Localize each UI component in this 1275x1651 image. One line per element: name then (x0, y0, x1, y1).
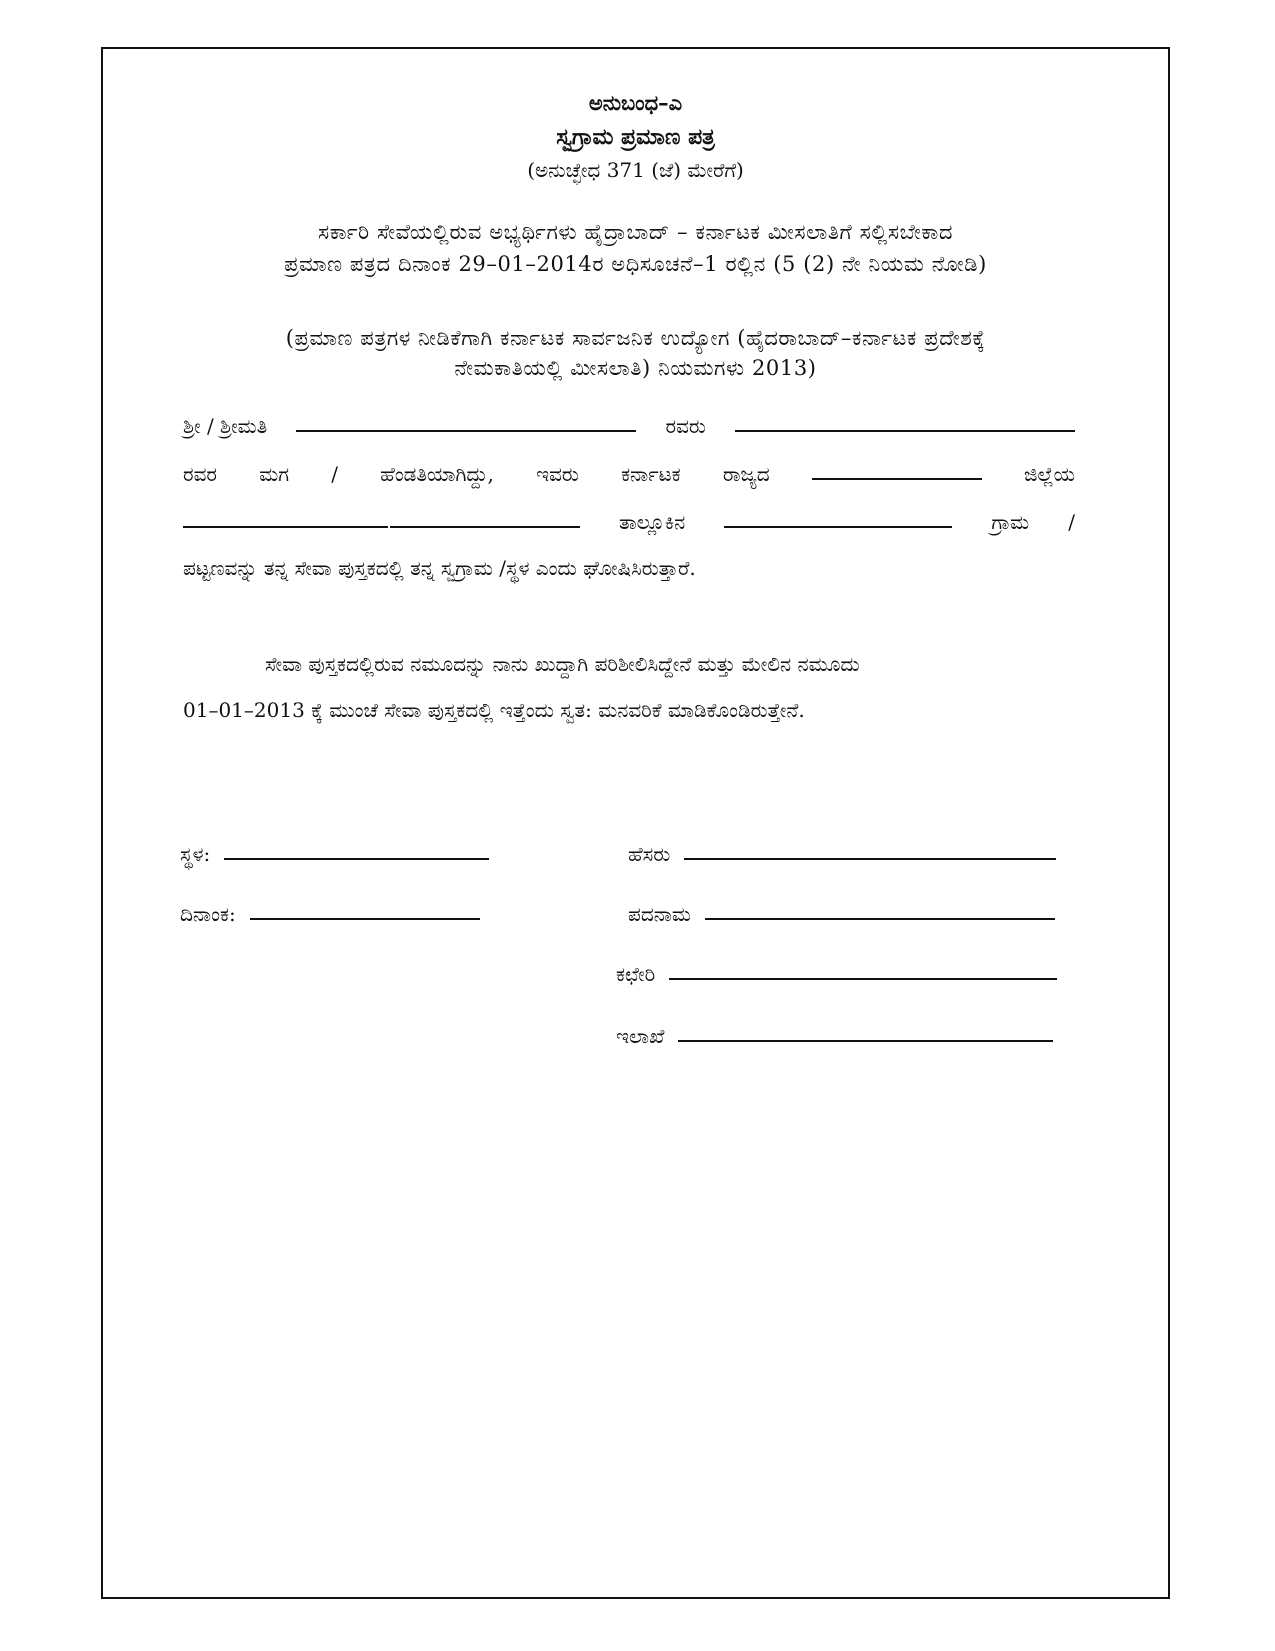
place-blank[interactable] (224, 858, 489, 860)
rules-line-2: ನೇಮಕಾತಿಯಲ್ಲಿ ಮೀಸಲಾತಿ) ನಿಯಮಗಳು 2013) (454, 356, 817, 380)
district-label: ಜಿಲ್ಲೆಯ (1024, 462, 1075, 486)
shri-shrimati-label: ಶ್ರೀ / ಶ್ರೀಮತಿ (183, 414, 268, 438)
taluk-blank-1[interactable] (183, 526, 388, 528)
department-blank[interactable] (678, 1040, 1053, 1042)
department-field (616, 1024, 1053, 1048)
taluk-blank-2[interactable] (390, 526, 580, 528)
name-label: ಹೆಸರು (628, 842, 671, 866)
place-label: ಸ್ಥಳ: (180, 842, 211, 866)
article-reference: (ಅನುಚ್ಛೇಧ 371 (ಜೆ) ಮೇರೆಗೆ) (527, 158, 744, 182)
office-field (616, 962, 1057, 986)
karnataka-label: ಕರ್ನಾಟಕ (621, 462, 681, 486)
separator: / (331, 462, 338, 486)
place-field (180, 842, 489, 866)
declaration-end: ಪಟ್ಟಣವನ್ನು ತನ್ನ ಸೇವಾ ಪುಸ್ತಕದಲ್ಲಿ ತನ್ನ ಸ್ವಗ್ರಾಮ /ಸ್ಥಳ ಎಂದು ಘೋಷಿಸಿರುತ್ತಾರೆ. (183, 556, 696, 580)
ivaru-label: ಇವರು (536, 462, 579, 486)
separator-2: / (1068, 510, 1075, 534)
date-label: ದಿನಾಂಕ: (180, 902, 236, 926)
wife-label: ಹೆಂಡತಿಯಾಗಿದ್ದು, (380, 462, 494, 486)
form-line-relation (183, 462, 1075, 486)
date-field (180, 902, 480, 926)
page-border (101, 47, 1170, 1599)
village-blank[interactable] (724, 526, 952, 528)
certification-line-1: ಸೇವಾ ಪುಸ್ತಕದಲ್ಲಿರುವ ನಮೂದನ್ನು ನಾನು ಖುದ್ದಾಗಿ ಪರಿಶೀಲಿಸಿದ್ದೇನೆ ಮತ್ತು ಮೇಲಿನ ನಮೂದು (265, 652, 860, 676)
annexure-label: ಅನುಬಂಧ–ಎ (588, 90, 683, 115)
date-blank[interactable] (250, 918, 480, 920)
intro-line-2: ಪ್ರಮಾಣ ಪತ್ರದ ದಿನಾಂಕ 29–01–2014ರ ಅಧಿಸೂಚನೆ–1 ರಲ್ಲಿನ (5 (2) ನೇ ನಿಯಮ ನೋಡಿ) (284, 252, 987, 276)
form-line-name (183, 414, 1075, 438)
taluk-label: ತಾಲ್ಲೂಕಿನ (619, 510, 686, 534)
village-label: ಗ್ರಾಮ (991, 510, 1030, 534)
district-blank[interactable] (812, 478, 982, 480)
parent-name-blank[interactable] (735, 430, 1075, 432)
person-name-blank[interactable] (296, 430, 636, 432)
designation-field (628, 902, 1055, 926)
name-field (628, 842, 1056, 866)
department-label: ಇಲಾಖೆ (616, 1024, 665, 1048)
ravaru-label: ರವರು (665, 414, 706, 438)
office-label: ಕಛೇರಿ (616, 962, 656, 986)
state-label: ರಾಜ್ಯದ (722, 462, 770, 486)
rules-line-1: (ಪ್ರಮಾಣ ಪತ್ರಗಳ ನೀಡಿಕೆಗಾಗಿ ಕರ್ನಾಟಕ ಸಾರ್ವಜನಿಕ ಉದ್ಯೋಗ (ಹೈದರಾಬಾದ್–ಕರ್ನಾಟಕ ಪ್ರದೇಶಕ್ಕೆ (285, 326, 986, 350)
designation-label: ಪದನಾಮ (628, 902, 691, 926)
ravara-label: ರವರ (183, 462, 217, 486)
name-blank[interactable] (684, 858, 1056, 860)
son-label: ಮಗ (259, 462, 290, 486)
certification-line-2: 01–01–2013 ಕ್ಕೆ ಮುಂಚೆ ಸೇವಾ ಪುಸ್ತಕದಲ್ಲಿ ಇತ್ತೆಂದು ಸ್ವತ: ಮನವರಿಕೆ ಮಾಡಿಕೊಂಡಿರುತ್ತೇನೆ. (183, 698, 805, 722)
intro-line-1: ಸರ್ಕಾರಿ ಸೇವೆಯಲ್ಲಿರುವ ಅಭ್ಯರ್ಥಿಗಳು ಹೈದ್ರಾಬಾದ್ – ಕರ್ನಾಟಕ ಮೀಸಲಾತಿಗೆ ಸಲ್ಲಿಸಬೇಕಾದ (317, 220, 954, 244)
office-blank[interactable] (669, 978, 1057, 980)
form-line-taluk (183, 510, 1075, 534)
document-title: ಸ್ವಗ್ರಾಮ ಪ್ರಮಾಣ ಪತ್ರ (556, 124, 715, 150)
designation-blank[interactable] (705, 918, 1055, 920)
